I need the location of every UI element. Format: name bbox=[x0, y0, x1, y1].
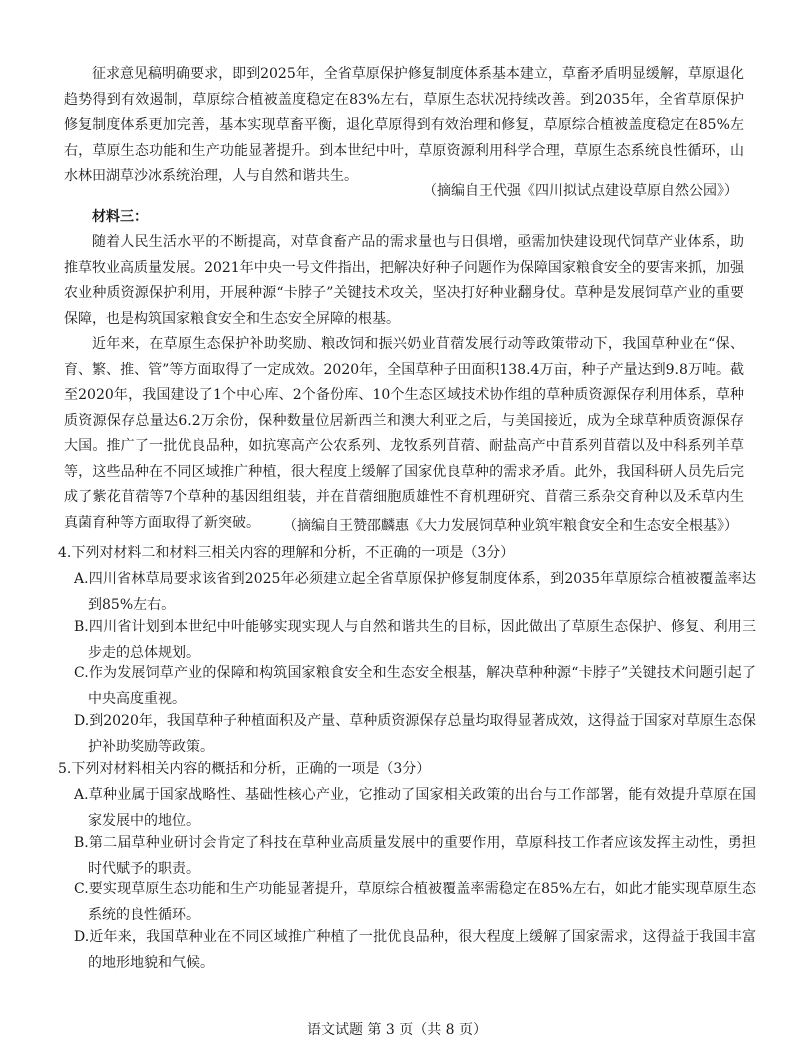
question-5-option-d: D.近年来，我国草种业在不同区域推广种植了一批优良品种，很大程度上缓解了国家需求，这得益于我国丰富的地形地貌和气候。 bbox=[74, 929, 756, 971]
material3-heading: 材料三： bbox=[92, 209, 148, 225]
material3-paragraph: 随着人民生活水平的不断提高，对草食畜产品的需求量也与日俱增，亟需加快建设现代饲草产业体系，助推草牧业高质量发展。2021年中央一号文件指出，把解决好种子问题作为保障国家粮食安全的要害来抓，加强农业种质资源保护利用，开展种源“卡脖子”关键技术攻关，坚决打好种业翻身仗。草种是发展饲草产业的重要保障，也是构筑国家粮食安全和生态安全屏障的根基。 bbox=[64, 234, 744, 327]
material3-paragraph: 近年来，在草原生态保护补助奖励、粮改饲和振兴奶业苜蓿发展行动等政策带动下，我国草种业在“保、育、繁、推、管”等方面取得了一定成效。2020年，全国草种子田面积138.4万亩，种子产量达到9.8万吨。截至2020年，我国建设了1个中心库、2个备份库、10个生态区域技术协作组的草种质资源保存利用体系，草种质资源保存总量达6.2万余份，保种数量位居新西兰和澳大利亚之后，与美国接近，成为全球草种质资源保存大国。推广了一批优良品种，如抗寒高产公农系列、龙牧系列苜蓿、耐盐高产中苜系列苜蓿以及中科系列羊草等，这些品种在不同区域推广种植，很大程度上缓解了国家优良草种的需求矛盾。此外，我国科研人员先后完成了紫花苜蓿等7个草种的基因组组装，并在苜蓿细胞质雄性不育机理研究、苜蓿三系杂交育种以及禾草内生真菌育种等方面取得了新突破。 bbox=[64, 336, 744, 531]
material3-body bbox=[64, 230, 744, 536]
material3-source: （摘编自王赞邵麟惠《大力发展饲草种业筑牢粮食安全和生态安全根基》） bbox=[283, 518, 738, 534]
page-footer: 语文试题 第 3 页（共 8 页） bbox=[306, 1022, 488, 1038]
question-4-option-c: C.作为发展饲草产业的保障和构筑国家粮食安全和生态安全根基，解决草种种源“卡脖子”关键技术问题引起了中央高度重视。 bbox=[74, 665, 756, 707]
question-5-option-a: A.草种业属于国家战略性、基础性核心产业，它推动了国家相关政策的出台与工作部署，能有效提升草原在国家发展中的地位。 bbox=[74, 787, 756, 829]
question-4-option-a: A.四川省林草局要求该省到2025年必须建立起全省草原保护修复制度体系，到2035年草原综合植被覆盖率达到85%左右。 bbox=[74, 571, 756, 613]
question-5-option-b: B.第二届草种业研讨会肯定了科技在草种业高质量发展中的重要作用，草原科技工作者应该发挥主动性，勇担时代赋予的职责。 bbox=[74, 835, 756, 877]
question-4-option-b: B.四川省计划到本世纪中叶能够实现实现人与自然和谐共生的目标，因此做出了草原生态保护、修复、利用三步走的总体规划。 bbox=[74, 619, 756, 661]
question-4-option-d: D.到2020年，我国草种子种植面积及产量、草种质资源保存总量均取得显著成效，这得益于国家对草原生态保护补助奖励等政策。 bbox=[74, 713, 756, 755]
material2-source: （摘编自王代强《四川拟试点建设草原自然公园》） bbox=[423, 183, 738, 199]
material2-paragraph: 征求意见稿明确要求，即到2025年，全省草原保护修复制度体系基本建立，草畜矛盾明显缓解，草原退化趋势得到有效遏制，草原综合植被盖度稳定在83%左右，草原生态状况持续改善。到2035年，全省草原保护修复制度体系更加完善，基本实现草畜平衡，退化草原得到有效治理和修复，草原综合植被盖度稳定在85%左右，草原生态功能和生产功能显著提升。到本世纪中叶，草原资源利用科学合理，草原生态系统良性循环，山水林田湖草沙冰系统治理，人与自然和谐共生。 bbox=[64, 66, 744, 184]
question-5-option-c: C.要实现草原生态功能和生产功能显著提升，草原综合植被覆盖率需稳定在85%左右，如此才能实现草原生态系统的良性循环。 bbox=[74, 881, 756, 923]
question-5-stem: 5.下列对材料相关内容的概括和分析，正确的一项是（3分） bbox=[58, 761, 431, 777]
question-4-stem: 4.下列对材料二和材料三相关内容的理解和分析，不正确的一项是（3分） bbox=[58, 545, 515, 561]
